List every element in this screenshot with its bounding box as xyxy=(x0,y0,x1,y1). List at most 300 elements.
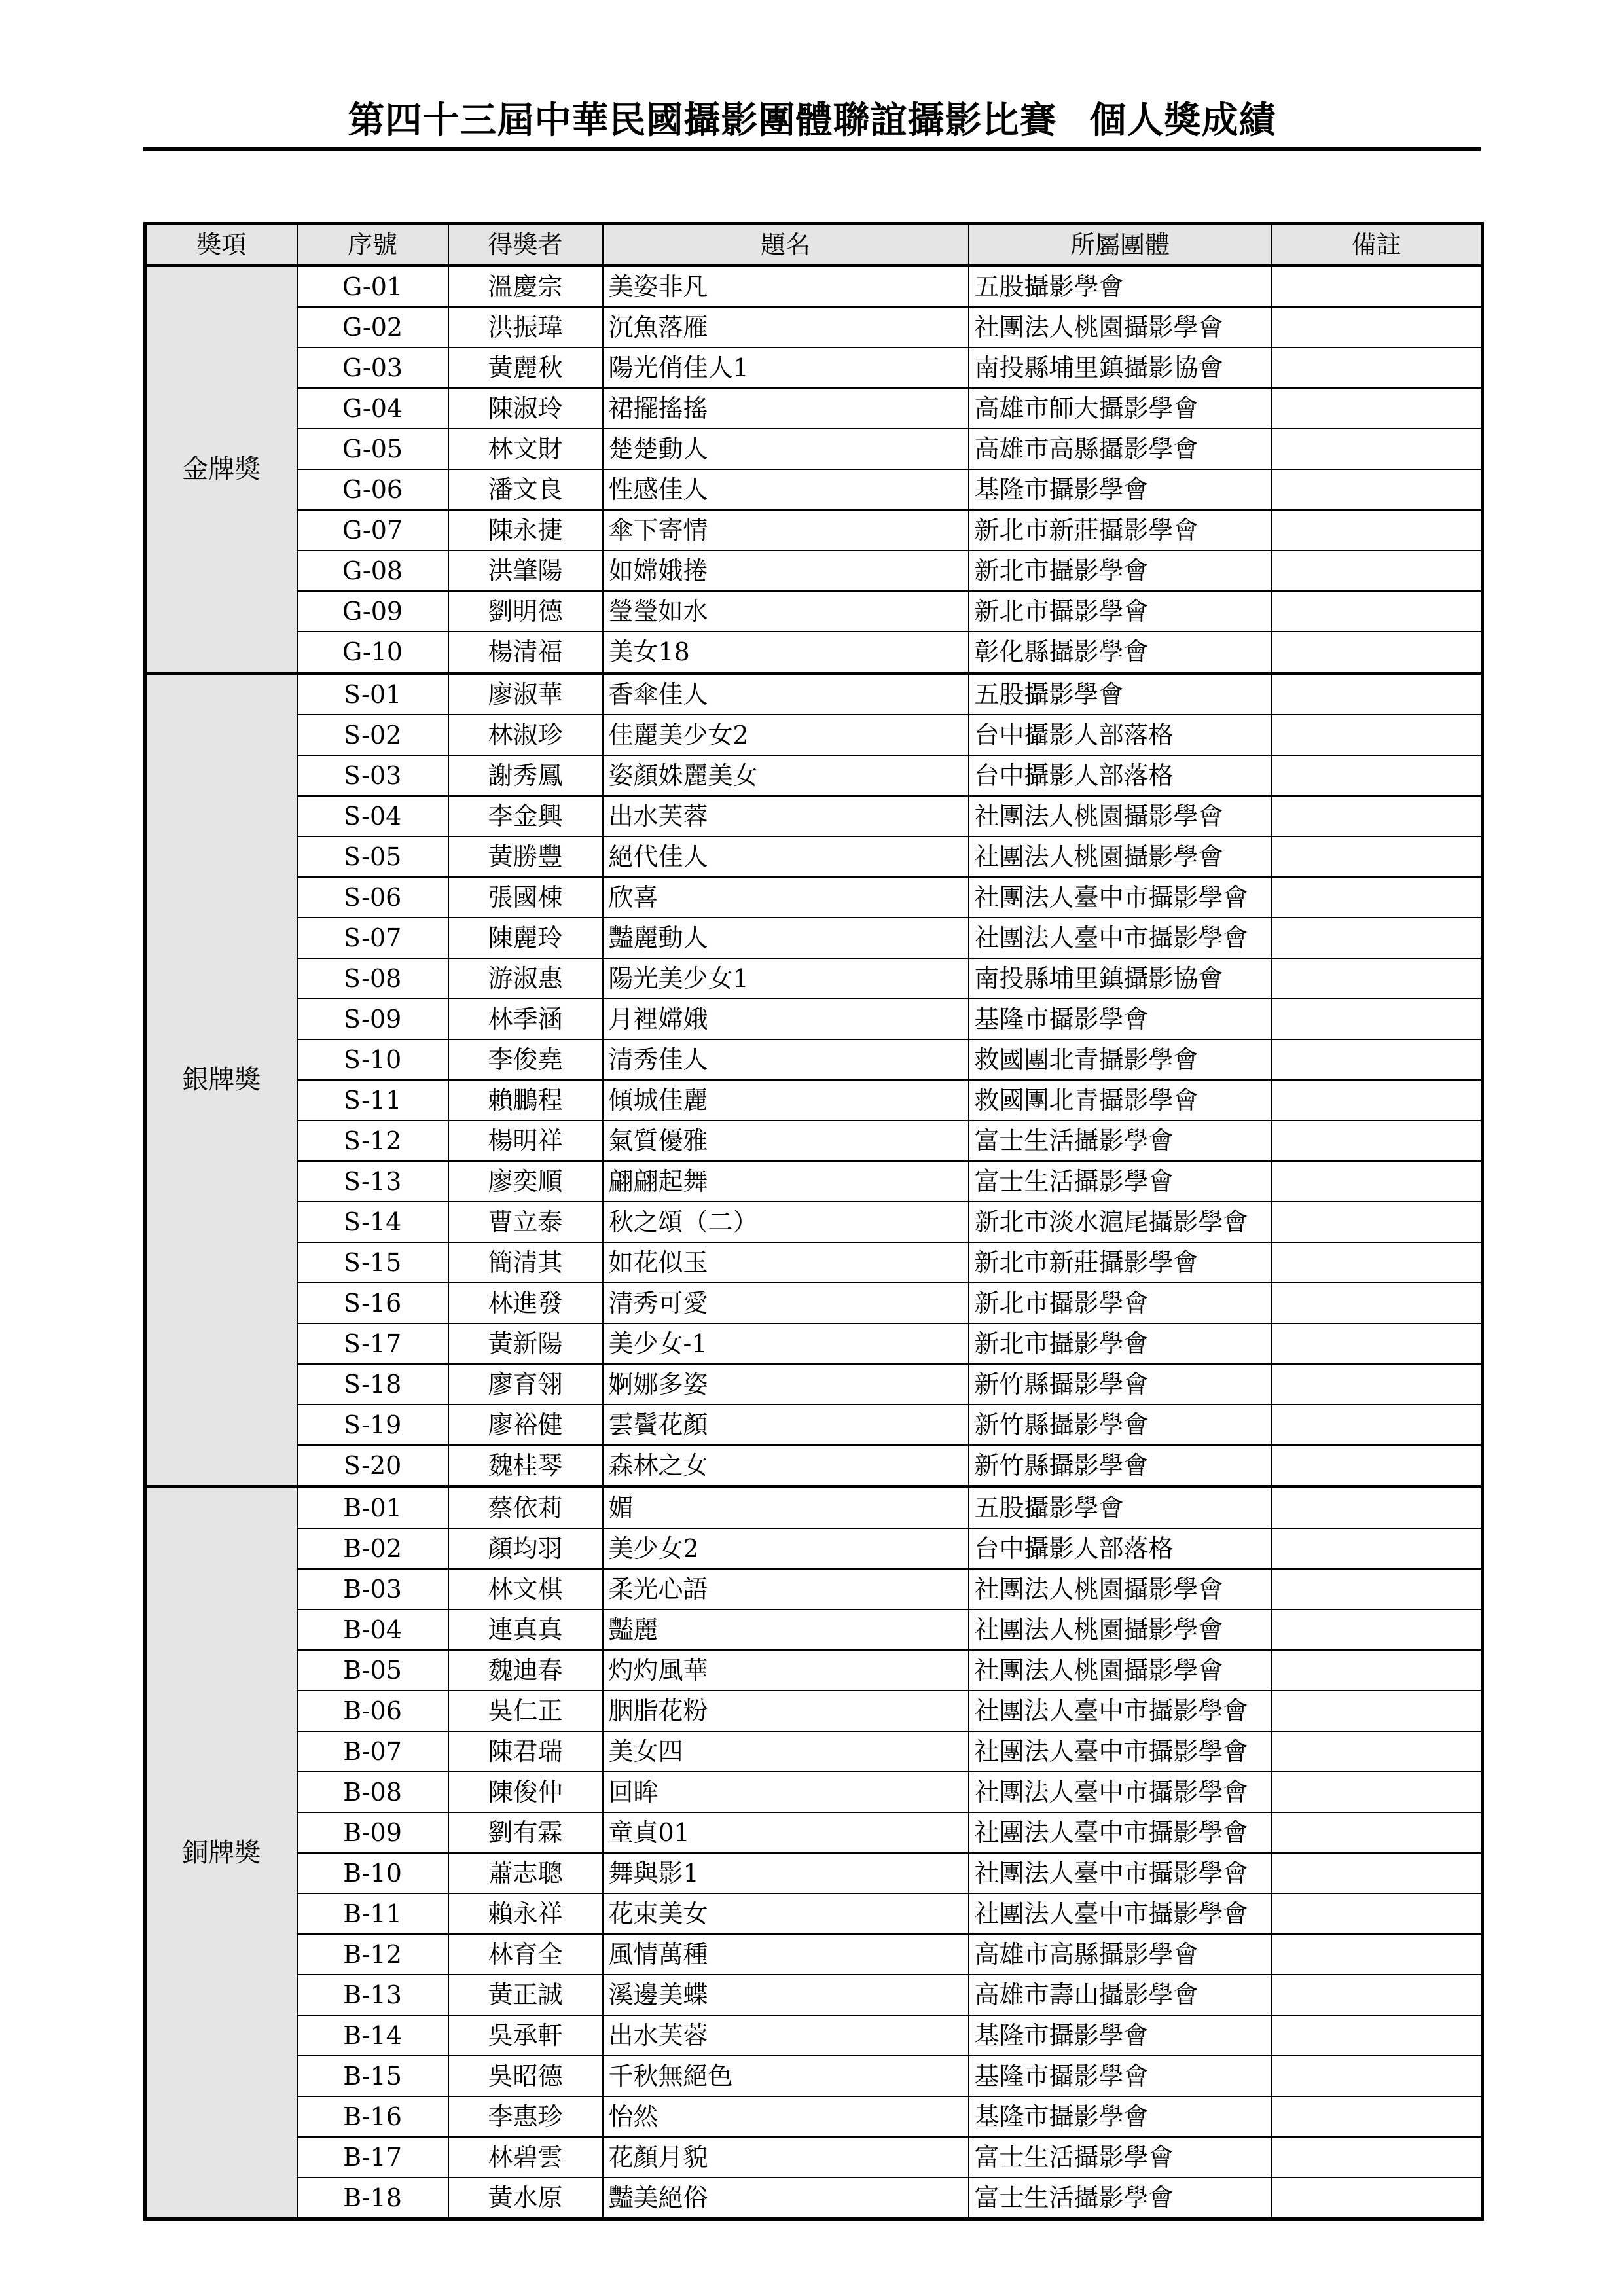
remarks-cell xyxy=(1272,1445,1483,1487)
table-row xyxy=(145,755,1483,796)
title-cell: 柔光心語 xyxy=(603,1569,969,1609)
remarks-cell xyxy=(1272,836,1483,877)
serial-cell: S-15 xyxy=(297,1242,448,1283)
club-cell: 社團法人桃園攝影學會 xyxy=(969,836,1272,877)
serial-cell: S-12 xyxy=(297,1121,448,1161)
remarks-cell xyxy=(1272,632,1483,673)
club-cell: 台中攝影人部落格 xyxy=(969,715,1272,755)
serial-cell: S-04 xyxy=(297,796,448,836)
table-row xyxy=(145,2056,1483,2096)
serial-cell: G-02 xyxy=(297,307,448,348)
table-row xyxy=(145,1812,1483,1853)
table-row xyxy=(145,1650,1483,1691)
title-cell: 絕代佳人 xyxy=(603,836,969,877)
remarks-cell xyxy=(1272,877,1483,918)
remarks-cell xyxy=(1272,1161,1483,1202)
club-cell: 新北市新莊攝影學會 xyxy=(969,510,1272,550)
title-cell: 豔麗 xyxy=(603,1609,969,1650)
winner-cell: 簡清其 xyxy=(448,1242,603,1283)
serial-cell: B-15 xyxy=(297,2056,448,2096)
winner-cell: 陳君瑞 xyxy=(448,1731,603,1772)
club-cell: 高雄市高縣攝影學會 xyxy=(969,429,1272,469)
table-row xyxy=(145,1364,1483,1405)
serial-cell: B-13 xyxy=(297,1975,448,2015)
remarks-cell xyxy=(1272,1323,1483,1364)
table-row xyxy=(145,632,1483,673)
table-row xyxy=(145,591,1483,632)
title-cell: 花顏月貌 xyxy=(603,2137,969,2178)
title-cell: 陽光美少女1 xyxy=(603,958,969,999)
table-row xyxy=(145,1323,1483,1364)
table-row xyxy=(145,1528,1483,1569)
serial-cell: G-03 xyxy=(297,348,448,388)
title-rule xyxy=(143,147,1481,151)
serial-cell: S-20 xyxy=(297,1445,448,1487)
winner-cell: 黃麗秋 xyxy=(448,348,603,388)
title-cell: 媚 xyxy=(603,1487,969,1529)
remarks-cell xyxy=(1272,1121,1483,1161)
remarks-cell xyxy=(1272,2137,1483,2178)
remarks-cell xyxy=(1272,1853,1483,1893)
club-cell: 新竹縣攝影學會 xyxy=(969,1445,1272,1487)
winner-cell: 楊明祥 xyxy=(448,1121,603,1161)
header-winner: 得獎者 xyxy=(448,224,603,266)
club-cell: 社團法人桃園攝影學會 xyxy=(969,1609,1272,1650)
serial-cell: S-02 xyxy=(297,715,448,755)
serial-cell: B-18 xyxy=(297,2178,448,2219)
title-cell: 森林之女 xyxy=(603,1445,969,1487)
serial-cell: B-08 xyxy=(297,1772,448,1812)
club-cell: 社團法人臺中市攝影學會 xyxy=(969,1731,1272,1772)
table-row xyxy=(145,918,1483,958)
winner-cell: 顏均羽 xyxy=(448,1528,603,1569)
remarks-cell xyxy=(1272,2056,1483,2096)
award-cell: 銀牌獎 xyxy=(145,673,297,1487)
club-cell: 五股攝影學會 xyxy=(969,266,1272,307)
page-title xyxy=(0,92,1624,144)
table-row xyxy=(145,429,1483,469)
remarks-cell xyxy=(1272,348,1483,388)
remarks-cell xyxy=(1272,591,1483,632)
serial-cell: B-02 xyxy=(297,1528,448,1569)
header-title: 題名 xyxy=(603,224,969,266)
remarks-cell xyxy=(1272,1609,1483,1650)
title-cell: 香傘佳人 xyxy=(603,673,969,715)
club-cell: 社團法人桃園攝影學會 xyxy=(969,796,1272,836)
club-cell: 社團法人臺中市攝影學會 xyxy=(969,1812,1272,1853)
serial-cell: S-07 xyxy=(297,918,448,958)
serial-cell: B-17 xyxy=(297,2137,448,2178)
remarks-cell xyxy=(1272,715,1483,755)
club-cell: 五股攝影學會 xyxy=(969,1487,1272,1529)
remarks-cell xyxy=(1272,1731,1483,1772)
winner-cell: 洪振瑋 xyxy=(448,307,603,348)
remarks-cell xyxy=(1272,1283,1483,1323)
table-row xyxy=(145,1161,1483,1202)
title-cell: 溪邊美蝶 xyxy=(603,1975,969,2015)
serial-cell: G-10 xyxy=(297,632,448,673)
table-row xyxy=(145,1569,1483,1609)
winner-cell: 黃新陽 xyxy=(448,1323,603,1364)
club-cell: 富士生活攝影學會 xyxy=(969,2137,1272,2178)
club-cell: 社團法人臺中市攝影學會 xyxy=(969,877,1272,918)
title-cell: 性感佳人 xyxy=(603,469,969,510)
winner-cell: 劉明德 xyxy=(448,591,603,632)
winner-cell: 賴永祥 xyxy=(448,1893,603,1934)
title-cell: 秋之頌（二） xyxy=(603,1202,969,1242)
club-cell: 基隆市攝影學會 xyxy=(969,999,1272,1039)
title-cell: 雲鬢花顏 xyxy=(603,1405,969,1445)
club-cell: 高雄市壽山攝影學會 xyxy=(969,1975,1272,2015)
club-cell: 高雄市師大攝影學會 xyxy=(969,388,1272,429)
serial-cell: B-11 xyxy=(297,1893,448,1934)
club-cell: 彰化縣攝影學會 xyxy=(969,632,1272,673)
table-row xyxy=(145,1691,1483,1731)
table-row xyxy=(145,550,1483,591)
club-cell: 基隆市攝影學會 xyxy=(969,469,1272,510)
club-cell: 新竹縣攝影學會 xyxy=(969,1364,1272,1405)
table-row xyxy=(145,1609,1483,1650)
winner-cell: 李俊堯 xyxy=(448,1039,603,1080)
club-cell: 社團法人桃園攝影學會 xyxy=(969,1569,1272,1609)
table-row xyxy=(145,1080,1483,1121)
serial-cell: B-14 xyxy=(297,2015,448,2056)
club-cell: 南投縣埔里鎮攝影協會 xyxy=(969,958,1272,999)
table-row xyxy=(145,1242,1483,1283)
table-row xyxy=(145,1487,1483,1529)
title-cell: 如嫦娥捲 xyxy=(603,550,969,591)
table-row xyxy=(145,1283,1483,1323)
winner-cell: 黃水原 xyxy=(448,2178,603,2219)
title-cell: 出水芙蓉 xyxy=(603,796,969,836)
table-row xyxy=(145,1772,1483,1812)
club-cell: 基隆市攝影學會 xyxy=(969,2056,1272,2096)
title-cell: 清秀可愛 xyxy=(603,1283,969,1323)
serial-cell: B-05 xyxy=(297,1650,448,1691)
header-serial: 序號 xyxy=(297,224,448,266)
winner-cell: 廖奕順 xyxy=(448,1161,603,1202)
title-cell: 瑩瑩如水 xyxy=(603,591,969,632)
title-cell: 美姿非凡 xyxy=(603,266,969,307)
serial-cell: B-12 xyxy=(297,1934,448,1975)
serial-cell: B-01 xyxy=(297,1487,448,1529)
club-cell: 基隆市攝影學會 xyxy=(969,2096,1272,2137)
title-cell: 佳麗美少女2 xyxy=(603,715,969,755)
header-club: 所屬團體 xyxy=(969,224,1272,266)
serial-cell: S-14 xyxy=(297,1202,448,1242)
club-cell: 南投縣埔里鎮攝影協會 xyxy=(969,348,1272,388)
title-cell: 傘下寄情 xyxy=(603,510,969,550)
remarks-cell xyxy=(1272,958,1483,999)
title-cell: 怡然 xyxy=(603,2096,969,2137)
club-cell: 社團法人桃園攝影學會 xyxy=(969,1650,1272,1691)
title-cell: 花束美女 xyxy=(603,1893,969,1934)
serial-cell: S-10 xyxy=(297,1039,448,1080)
serial-cell: B-03 xyxy=(297,1569,448,1609)
title-cell: 月裡嫦娥 xyxy=(603,999,969,1039)
serial-cell: S-06 xyxy=(297,877,448,918)
title-cell: 陽光俏佳人1 xyxy=(603,348,969,388)
remarks-cell xyxy=(1272,1691,1483,1731)
remarks-cell xyxy=(1272,1242,1483,1283)
club-cell: 新北市攝影學會 xyxy=(969,1323,1272,1364)
winner-cell: 黃正誠 xyxy=(448,1975,603,2015)
remarks-cell xyxy=(1272,510,1483,550)
title-cell: 沉魚落雁 xyxy=(603,307,969,348)
title-cell: 欣喜 xyxy=(603,877,969,918)
title-main: 第四十三屆中華民國攝影團體聯誼攝影比賽 xyxy=(348,99,1057,142)
title-cell: 千秋無絕色 xyxy=(603,2056,969,2096)
winner-cell: 林季涵 xyxy=(448,999,603,1039)
remarks-cell xyxy=(1272,1080,1483,1121)
winner-cell: 連真真 xyxy=(448,1609,603,1650)
remarks-cell xyxy=(1272,1364,1483,1405)
winner-cell: 李惠珍 xyxy=(448,2096,603,2137)
club-cell: 基隆市攝影學會 xyxy=(969,2015,1272,2056)
club-cell: 社團法人臺中市攝影學會 xyxy=(969,918,1272,958)
serial-cell: B-10 xyxy=(297,1853,448,1893)
table-row xyxy=(145,388,1483,429)
remarks-cell xyxy=(1272,266,1483,307)
title-cell: 豔美絕俗 xyxy=(603,2178,969,2219)
serial-cell: B-04 xyxy=(297,1609,448,1650)
winner-cell: 魏迪春 xyxy=(448,1650,603,1691)
table-row xyxy=(145,1445,1483,1487)
table-row xyxy=(145,958,1483,999)
award-cell: 金牌獎 xyxy=(145,266,297,673)
remarks-cell xyxy=(1272,755,1483,796)
club-cell: 富士生活攝影學會 xyxy=(969,2178,1272,2219)
header-row xyxy=(145,224,1483,266)
club-cell: 新北市攝影學會 xyxy=(969,1283,1272,1323)
results-table xyxy=(143,222,1484,2221)
table-row xyxy=(145,2015,1483,2056)
title-cell: 豔麗動人 xyxy=(603,918,969,958)
title-cell: 舞與影1 xyxy=(603,1853,969,1893)
club-cell: 社團法人桃園攝影學會 xyxy=(969,307,1272,348)
title-cell: 美少女-1 xyxy=(603,1323,969,1364)
remarks-cell xyxy=(1272,388,1483,429)
table-row xyxy=(145,999,1483,1039)
title-cell: 婀娜多姿 xyxy=(603,1364,969,1405)
remarks-cell xyxy=(1272,1202,1483,1242)
club-cell: 台中攝影人部落格 xyxy=(969,755,1272,796)
table-row xyxy=(145,1893,1483,1934)
remarks-cell xyxy=(1272,2178,1483,2219)
serial-cell: B-16 xyxy=(297,2096,448,2137)
winner-cell: 陳麗玲 xyxy=(448,918,603,958)
title-cell: 裙擺搖搖 xyxy=(603,388,969,429)
club-cell: 高雄市高縣攝影學會 xyxy=(969,1934,1272,1975)
club-cell: 社團法人臺中市攝影學會 xyxy=(969,1853,1272,1893)
serial-cell: B-09 xyxy=(297,1812,448,1853)
club-cell: 救國團北青攝影學會 xyxy=(969,1080,1272,1121)
winner-cell: 吳承軒 xyxy=(448,2015,603,2056)
remarks-cell xyxy=(1272,550,1483,591)
table-row xyxy=(145,1405,1483,1445)
remarks-cell xyxy=(1272,1772,1483,1812)
winner-cell: 廖淑華 xyxy=(448,673,603,715)
title-cell: 風情萬種 xyxy=(603,1934,969,1975)
title-cell: 回眸 xyxy=(603,1772,969,1812)
remarks-cell xyxy=(1272,2015,1483,2056)
remarks-cell xyxy=(1272,1812,1483,1853)
table-row xyxy=(145,1853,1483,1893)
winner-cell: 林碧雲 xyxy=(448,2137,603,2178)
winner-cell: 廖育翎 xyxy=(448,1364,603,1405)
serial-cell: S-17 xyxy=(297,1323,448,1364)
serial-cell: B-06 xyxy=(297,1691,448,1731)
club-cell: 新竹縣攝影學會 xyxy=(969,1405,1272,1445)
serial-cell: G-01 xyxy=(297,266,448,307)
table-row xyxy=(145,877,1483,918)
remarks-cell xyxy=(1272,1975,1483,2015)
remarks-cell xyxy=(1272,999,1483,1039)
table-row xyxy=(145,1121,1483,1161)
winner-cell: 潘文良 xyxy=(448,469,603,510)
table-row xyxy=(145,307,1483,348)
winner-cell: 黃勝豐 xyxy=(448,836,603,877)
remarks-cell xyxy=(1272,1893,1483,1934)
table-row xyxy=(145,510,1483,550)
club-cell: 五股攝影學會 xyxy=(969,673,1272,715)
title-cell: 傾城佳麗 xyxy=(603,1080,969,1121)
winner-cell: 林文棋 xyxy=(448,1569,603,1609)
remarks-cell xyxy=(1272,1569,1483,1609)
winner-cell: 廖裕健 xyxy=(448,1405,603,1445)
title-cell: 童貞01 xyxy=(603,1812,969,1853)
title-cell: 清秀佳人 xyxy=(603,1039,969,1080)
club-cell: 新北市淡水滬尾攝影學會 xyxy=(969,1202,1272,1242)
winner-cell: 陳永捷 xyxy=(448,510,603,550)
club-cell: 救國團北青攝影學會 xyxy=(969,1039,1272,1080)
title-cell: 灼灼風華 xyxy=(603,1650,969,1691)
winner-cell: 蔡依莉 xyxy=(448,1487,603,1529)
winner-cell: 洪肇陽 xyxy=(448,550,603,591)
table-row xyxy=(145,1202,1483,1242)
winner-cell: 蕭志聰 xyxy=(448,1853,603,1893)
remarks-cell xyxy=(1272,1405,1483,1445)
results-body xyxy=(145,266,1483,2219)
table-row xyxy=(145,469,1483,510)
remarks-cell xyxy=(1272,1934,1483,1975)
remarks-cell xyxy=(1272,429,1483,469)
serial-cell: S-13 xyxy=(297,1161,448,1202)
serial-cell: G-05 xyxy=(297,429,448,469)
table-row xyxy=(145,673,1483,715)
header-award: 獎項 xyxy=(145,224,297,266)
serial-cell: G-07 xyxy=(297,510,448,550)
title-cell: 美少女2 xyxy=(603,1528,969,1569)
winner-cell: 林育全 xyxy=(448,1934,603,1975)
title-sub: 個人獎成績 xyxy=(1089,99,1276,142)
remarks-cell xyxy=(1272,2096,1483,2137)
club-cell: 社團法人臺中市攝影學會 xyxy=(969,1691,1272,1731)
title-cell: 出水芙蓉 xyxy=(603,2015,969,2056)
club-cell: 台中攝影人部落格 xyxy=(969,1528,1272,1569)
remarks-cell xyxy=(1272,673,1483,715)
table-row xyxy=(145,1039,1483,1080)
serial-cell: B-07 xyxy=(297,1731,448,1772)
title-cell: 姿顏姝麗美女 xyxy=(603,755,969,796)
remarks-cell xyxy=(1272,796,1483,836)
remarks-cell xyxy=(1272,918,1483,958)
title-cell: 翩翩起舞 xyxy=(603,1161,969,1202)
title-cell: 胭脂花粉 xyxy=(603,1691,969,1731)
serial-cell: S-11 xyxy=(297,1080,448,1121)
title-cell: 美女18 xyxy=(603,632,969,673)
club-cell: 富士生活攝影學會 xyxy=(969,1121,1272,1161)
title-cell: 楚楚動人 xyxy=(603,429,969,469)
title-cell: 如花似玉 xyxy=(603,1242,969,1283)
table-row xyxy=(145,1975,1483,2015)
winner-cell: 陳淑玲 xyxy=(448,388,603,429)
remarks-cell xyxy=(1272,307,1483,348)
club-cell: 新北市新莊攝影學會 xyxy=(969,1242,1272,1283)
winner-cell: 楊清福 xyxy=(448,632,603,673)
title-cell: 美女四 xyxy=(603,1731,969,1772)
table-row xyxy=(145,715,1483,755)
award-cell: 銅牌獎 xyxy=(145,1487,297,2219)
serial-cell: S-01 xyxy=(297,673,448,715)
winner-cell: 魏桂琴 xyxy=(448,1445,603,1487)
winner-cell: 陳俊仲 xyxy=(448,1772,603,1812)
serial-cell: G-04 xyxy=(297,388,448,429)
title-cell: 氣質優雅 xyxy=(603,1121,969,1161)
winner-cell: 曹立泰 xyxy=(448,1202,603,1242)
remarks-cell xyxy=(1272,1528,1483,1569)
club-cell: 富士生活攝影學會 xyxy=(969,1161,1272,1202)
winner-cell: 林進發 xyxy=(448,1283,603,1323)
winner-cell: 張國棟 xyxy=(448,877,603,918)
table-row xyxy=(145,348,1483,388)
remarks-cell xyxy=(1272,469,1483,510)
table-row xyxy=(145,796,1483,836)
winner-cell: 溫慶宗 xyxy=(448,266,603,307)
winner-cell: 林文財 xyxy=(448,429,603,469)
winner-cell: 游淑惠 xyxy=(448,958,603,999)
club-cell: 社團法人臺中市攝影學會 xyxy=(969,1893,1272,1934)
table-row xyxy=(145,836,1483,877)
remarks-cell xyxy=(1272,1039,1483,1080)
serial-cell: S-16 xyxy=(297,1283,448,1323)
club-cell: 新北市攝影學會 xyxy=(969,550,1272,591)
club-cell: 社團法人臺中市攝影學會 xyxy=(969,1772,1272,1812)
winner-cell: 劉有霖 xyxy=(448,1812,603,1853)
club-cell: 新北市攝影學會 xyxy=(969,591,1272,632)
serial-cell: S-09 xyxy=(297,999,448,1039)
serial-cell: G-06 xyxy=(297,469,448,510)
serial-cell: G-08 xyxy=(297,550,448,591)
winner-cell: 謝秀鳳 xyxy=(448,755,603,796)
table-row xyxy=(145,2178,1483,2219)
serial-cell: S-08 xyxy=(297,958,448,999)
table-row xyxy=(145,266,1483,307)
table-row xyxy=(145,1934,1483,1975)
winner-cell: 李金興 xyxy=(448,796,603,836)
serial-cell: S-03 xyxy=(297,755,448,796)
serial-cell: S-05 xyxy=(297,836,448,877)
winner-cell: 吳仁正 xyxy=(448,1691,603,1731)
serial-cell: G-09 xyxy=(297,591,448,632)
winner-cell: 賴鵬程 xyxy=(448,1080,603,1121)
remarks-cell xyxy=(1272,1650,1483,1691)
winner-cell: 林淑珍 xyxy=(448,715,603,755)
header-remarks: 備註 xyxy=(1272,224,1483,266)
serial-cell: S-18 xyxy=(297,1364,448,1405)
winner-cell: 吳昭德 xyxy=(448,2056,603,2096)
serial-cell: S-19 xyxy=(297,1405,448,1445)
